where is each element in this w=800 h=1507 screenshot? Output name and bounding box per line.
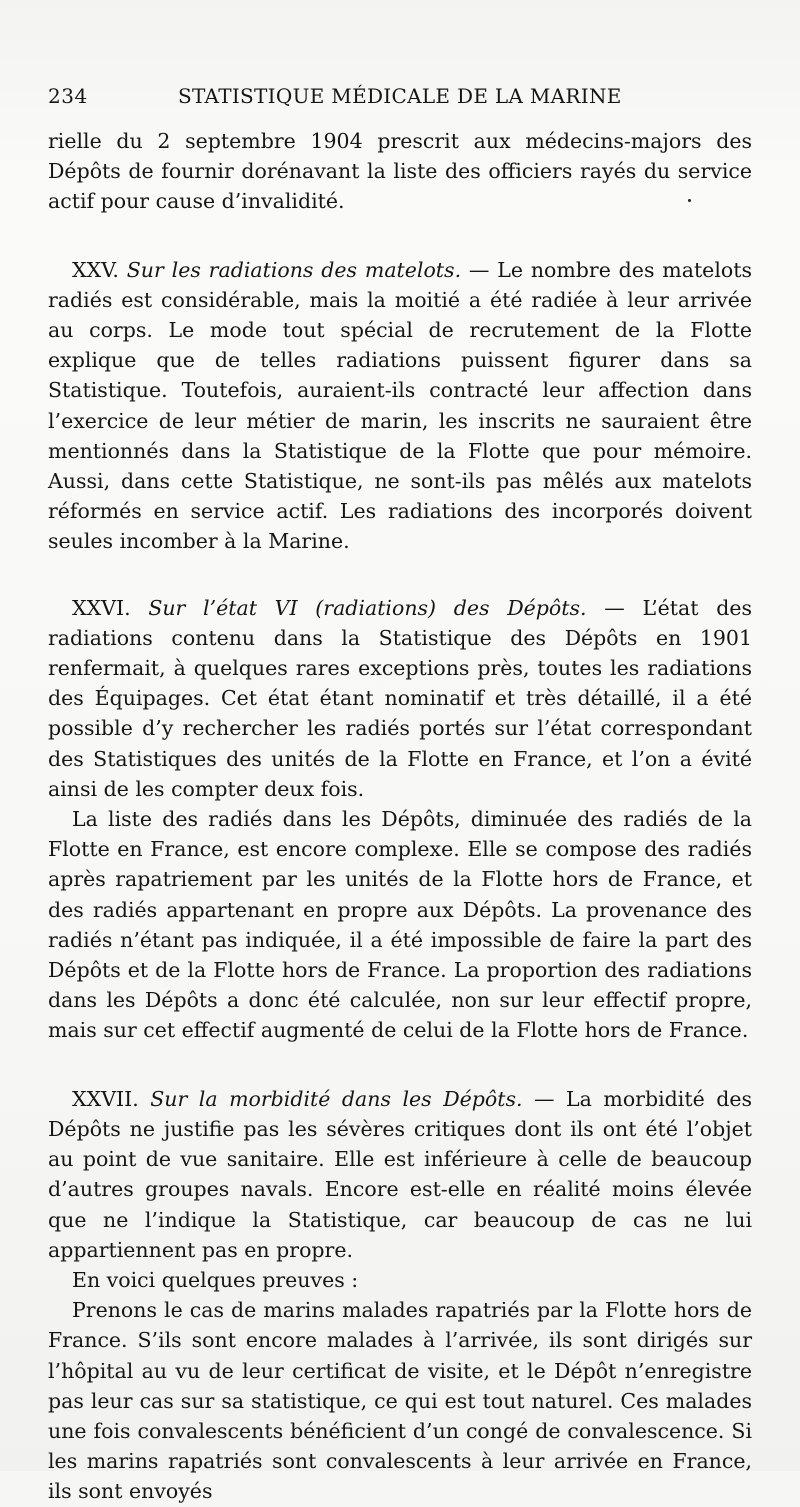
section-heading: Sur l’état VI (radiations) des Dépôts. <box>148 595 587 620</box>
section-xxv <box>48 255 752 557</box>
section-numeral: XXV. <box>72 257 119 282</box>
paragraph-text: L’état des radiations contenu dans la Statistique des Dépôts en 1901 renfermait, à quelques rares exceptions près, toutes les radiations des Équipages. Cet état étant nominatif et très détaillé, il a été possible d’y rechercher les radiés portés sur l’état correspondant des Statistiques des unités de la Flotte en France, et l’on a évité ainsi de les compter deux fois. <box>48 595 752 801</box>
paragraph-text: En voici quelques preuves : <box>72 1267 359 1292</box>
paragraph-text: rielle du 2 septembre 1904 prescrit aux médecins-majors des Dépôts de fournir dorénavant la liste des officiers rayés du service actif pour cause d’invalidité. <box>48 129 752 214</box>
paragraph <box>48 1265 752 1295</box>
page-number: 234 <box>48 84 88 108</box>
section-spacer <box>48 217 752 255</box>
heading-dash: — <box>522 1086 567 1111</box>
section-spacer <box>48 557 752 593</box>
section-heading: Sur les radiations des matelots. <box>126 257 462 282</box>
page-body <box>48 126 752 1507</box>
section-numeral: XXVII. <box>72 1086 139 1111</box>
section-xxvi <box>48 593 752 804</box>
heading-dash: — <box>586 595 643 620</box>
paragraph <box>48 804 752 1046</box>
running-title: STATISTIQUE MÉDICALE DE LA MARINE <box>178 84 622 108</box>
heading-dash: — <box>461 257 498 282</box>
paragraph-text: La liste des radiés dans les Dépôts, diminuée des radiés de la Flotte en France, est encore complexe. Elle se compose des radiés après rapatriement par les unités de la Flotte hors de France, et des radiés appartenant en propre aux Dépôts. La provenance des radiés n’étant pas indiquée, il a été impossible de faire la part des Dépôts et de la Flotte hors de France. La proportion des radiations dans les Dépôts a donc été calculée, non sur leur effectif propre, mais sur cet effectif augmenté de celui de la Flotte hors de France. <box>48 807 752 1043</box>
section-xxvii <box>48 1084 752 1265</box>
paragraph-continuation <box>48 126 752 217</box>
running-header <box>48 84 752 114</box>
paragraph <box>48 1295 752 1506</box>
section-heading: Sur la morbidité dans les Dépôts. <box>150 1086 523 1111</box>
paragraph-text: Le nombre des matelots radiés est considérable, mais la moitié a été radiée à leur arrivée au corps. Le mode tout spécial de recrutement de la Flotte explique que de telles radiations puissent figurer dans sa Statistique. Toutefois, auraient-ils contracté leur affection dans l’exercice de leur métier de marin, les inscrits ne sauraient être mentionnés dans la Statistique de la Flotte que pour mémoire. Aussi, dans cette Statistique, ne sont-ils pas mêlés aux matelots réformés en service actif. Les radiations des incorporés doivent seules incomber à la Marine. <box>48 257 752 554</box>
paragraph-text: La morbidité des Dépôts ne justifie pas les sévères critiques dont ils ont été l’objet au point de vue sanitaire. Elle est inférieure à celle de beaucoup d’autres groupes navals. Encore est-elle en réalité moins élevée que ne l’indique la Statistique, car beaucoup de cas ne lui appartiennent pas en propre. <box>48 1086 752 1262</box>
section-numeral: XXVI. <box>72 595 131 620</box>
paragraph-text: Prenons le cas de marins malades rapatriés par la Flotte hors de France. S’ils sont encore malades à l’arrivée, ils sont dirigés sur l’hôpital au vu de leur certificat de visite, et le Dépôt n’enregistre pas leur cas sur sa statistique, ce qui est tout naturel. Ces malades une fois convalescents bénéficient d’un congé de convalescence. Si les marins rapatriés sont convalescents à leur arrivée en France, ils sont envoyés <box>48 1298 752 1504</box>
section-spacer <box>48 1046 752 1084</box>
